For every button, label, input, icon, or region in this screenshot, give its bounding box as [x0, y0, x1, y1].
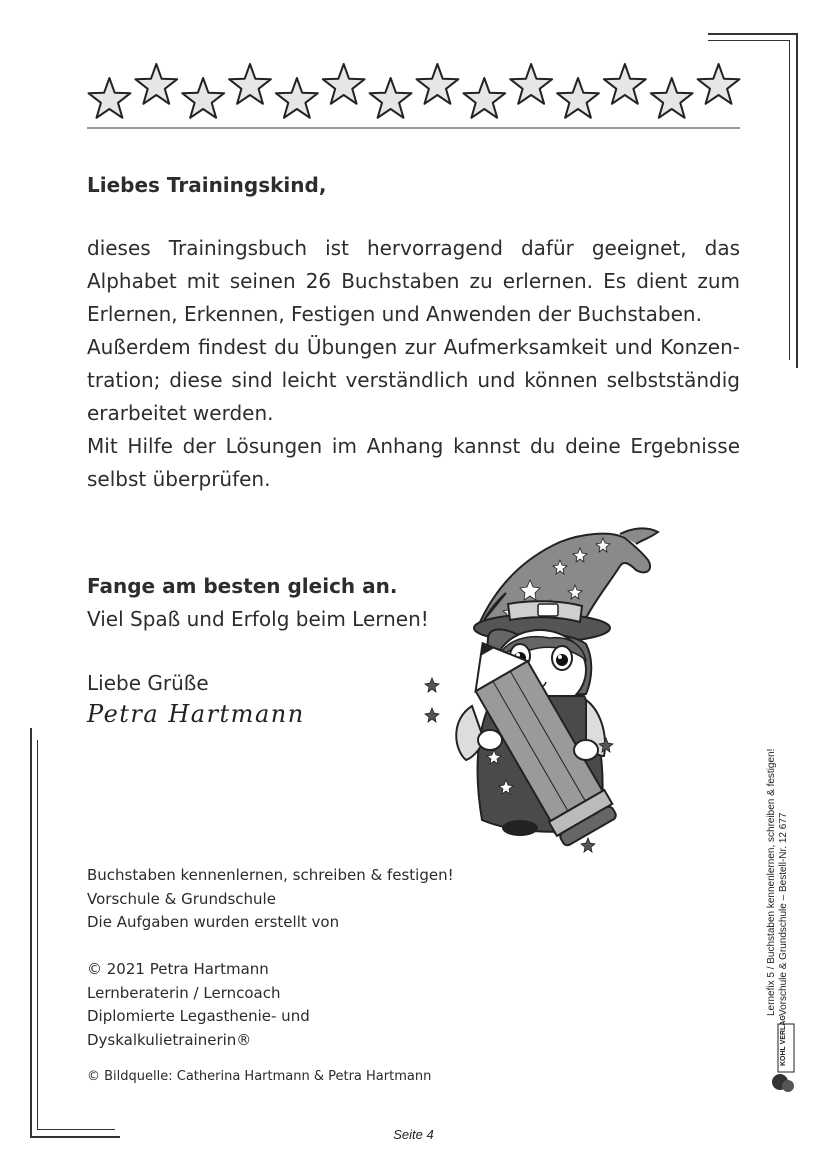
- border-star-icon: [651, 78, 693, 118]
- sidebar-line: Vorschule & Grundschule – Bestell-Nr. 12 677: [777, 812, 789, 1016]
- border-star-icon: [417, 64, 459, 104]
- page-number: Seite 4: [393, 1127, 434, 1142]
- border-star-icon: [370, 78, 412, 118]
- letter-signature: Petra Hartmann: [87, 700, 305, 728]
- imprint-line: Vorschule & Grundschule: [87, 889, 276, 908]
- border-star-icon: [89, 78, 131, 118]
- border-star-icon: [229, 64, 271, 104]
- imprint-block: [87, 864, 454, 935]
- frame-top-right-h1: [708, 33, 798, 35]
- border-star-icon: [135, 64, 177, 104]
- border-star-icon: [510, 64, 552, 104]
- border-star-icon: [276, 78, 318, 118]
- image-source: © Bildquelle: Catherina Hartmann & Petra Hartmann: [87, 1069, 432, 1084]
- border-star-icon: [463, 78, 505, 118]
- border-star-icon: [698, 64, 740, 104]
- wizard-illustration: [410, 520, 670, 865]
- closing-line: Viel Spaß und Erfolg beim Lernen!: [87, 607, 429, 631]
- letter-paragraph: Außerdem findest du Übungen zur Aufmerksamkeit und Konzentration; diese sind leicht verständlich und können selbstständig erarbeitet werden.: [87, 335, 740, 425]
- border-star-icon: [604, 64, 646, 104]
- letter-paragraph: Mit Hilfe der Lösungen im Anhang kannst du deine Ergebnisse selbst überprüfen.: [87, 434, 740, 491]
- author-line: © 2021 Petra Hartmann: [87, 960, 269, 978]
- letter-body: [87, 232, 740, 496]
- border-star-icon: [557, 78, 599, 118]
- publisher-logo-text: KOHL VERLAG: [780, 1015, 787, 1066]
- frame-bottom-left-v2: [37, 740, 38, 1130]
- author-line: Dyskalkulietrainerin®: [87, 1030, 252, 1049]
- letter-paragraph: dieses Trainingsbuch ist hervorragend dafür geeignet, das Alphabet mit seinen 26 Buchstaben zu erlernen. Es dient zum Erlernen, Erkennen, Festigen und Anwenden der Buchstaben.: [87, 236, 740, 326]
- frame-top-right-h2: [708, 40, 790, 41]
- frame-top-right-v1: [796, 33, 798, 368]
- frame-bottom-left-v1: [30, 728, 32, 1138]
- header-divider: [87, 127, 740, 129]
- closing-bold-line: Fange am besten gleich an.: [87, 574, 398, 598]
- imprint-line: Die Aufgaben wurden erstellt von: [87, 913, 340, 931]
- letter-regards: Liebe Grüße: [87, 671, 209, 695]
- sidebar-line: Lernefix 5 / Buchstaben kennenlernen, schreiben & festigen!: [766, 748, 777, 1016]
- star-border: [86, 60, 742, 124]
- imprint-line: Buchstaben kennenlernen, schreiben & festigen!: [87, 866, 454, 884]
- sidebar-publication-info: [766, 748, 789, 1016]
- author-block: [87, 958, 310, 1052]
- border-star-icon: [182, 78, 224, 118]
- border-star-icon: [323, 64, 365, 104]
- frame-top-right-v2: [789, 40, 790, 360]
- author-line: Lernberaterin / Lerncoach: [87, 983, 281, 1002]
- letter-greeting: Liebes Trainingskind,: [87, 173, 327, 197]
- author-line: Diplomierte Legasthenie- und: [87, 1007, 310, 1025]
- letter-closing: [87, 570, 429, 636]
